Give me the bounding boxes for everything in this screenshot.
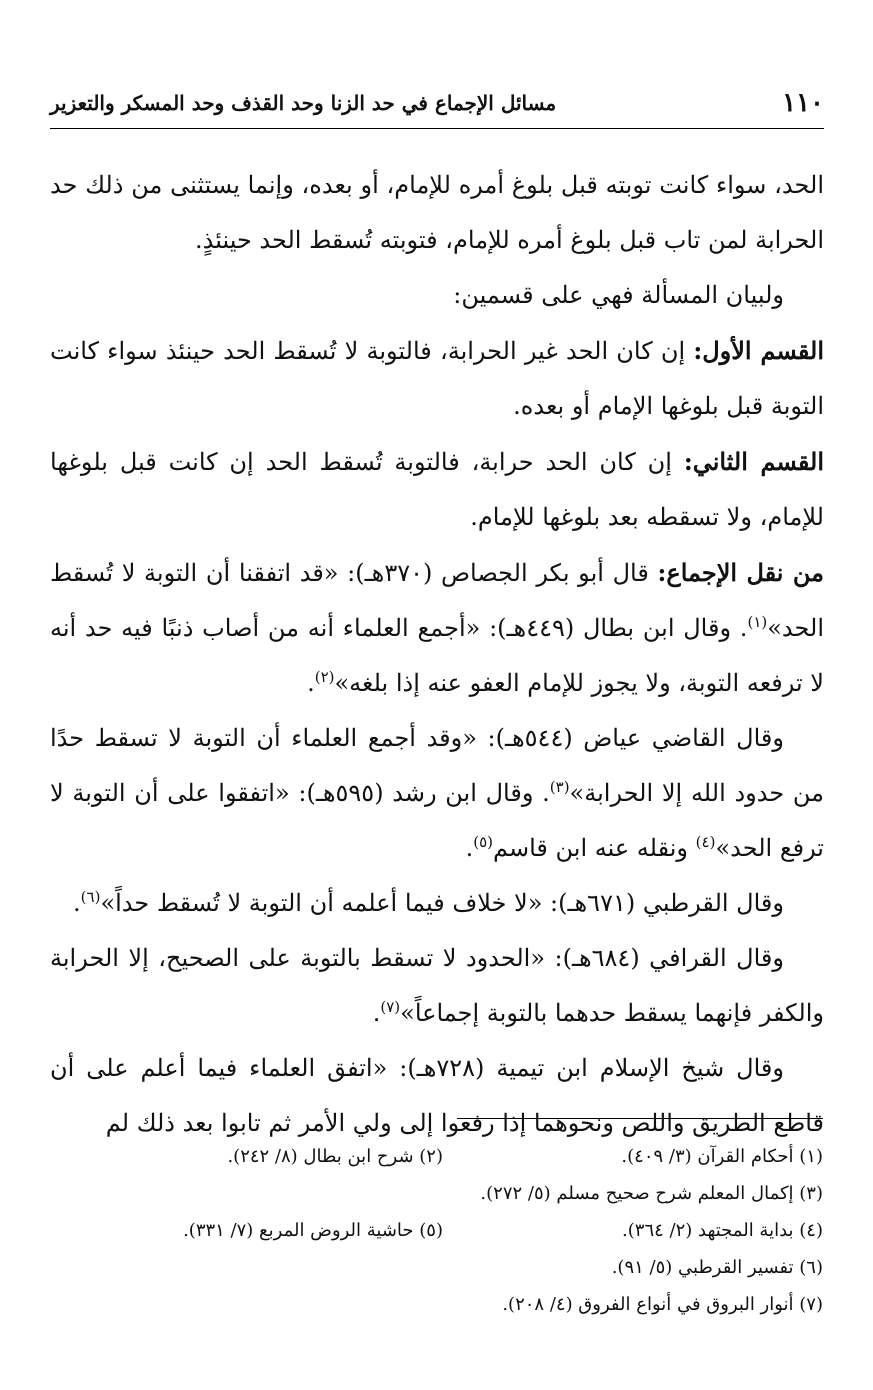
main-text [50, 158, 824, 1151]
paragraph-6-text-c: ونقله عنه ابن قاسم [493, 834, 696, 862]
footnotes [49, 1138, 823, 1323]
page-number: ١١٠ [782, 88, 824, 118]
section-label-second: القسم الثاني: [683, 447, 825, 476]
paragraph-6-text-d: . [465, 834, 474, 862]
footnote-ref-7: (٧) [380, 998, 401, 1016]
footnote-row [49, 1249, 823, 1286]
footnote-4: (٤) بداية المجتهد (٢/ ٣٦٤). [622, 1220, 823, 1241]
running-title: مسائل الإجماع في حد الزنا وحد القذف وحد المسكر والتعزير [50, 91, 557, 115]
paragraph-6-text-a: وقال القاضي عياض (٥٤٤هـ): «وقد أجمع العلماء أن التوبة لا تسقط حدًا من حدود الله إلا الحرابة» [50, 724, 825, 807]
paragraph-5-text-c: . [307, 669, 315, 697]
footnote-ref-6: (٦) [80, 888, 101, 906]
paragraph-7-text-b: . [73, 889, 81, 917]
paragraph-3-text: إن كان الحد غير الحرابة، فالتوبة لا تُسقط الحد حينئذ سواء كانت التوبة قبل بلوغها الإمام أو بعده. [50, 337, 824, 420]
footnote-ref-2: (٢) [314, 668, 335, 686]
footnote-1: (١) أحكام القرآن (٣/ ٤٠٩). [621, 1146, 823, 1167]
paragraph-8-text-b: . [372, 999, 381, 1027]
header-rule [50, 128, 824, 129]
paragraph-8-text-a: وقال القرافي (٦٨٤هـ): «الحدود لا تسقط بالتوبة على الصحيح، إلا الحرابة والكفر فإنهما يسقط حدهما بالتوبة إجماعاً» [50, 944, 824, 1027]
paragraph-4-text: إن كان الحد حرابة، فالتوبة تُسقط الحد إن كانت قبل بلوغها للإمام، ولا تسقطه بعد بلوغها للإمام. [50, 448, 824, 531]
footnote-ref-4: (٤) [695, 833, 716, 851]
page-header [50, 84, 824, 122]
paragraph-3 [50, 323, 824, 434]
paragraph-8 [50, 931, 824, 1041]
paragraph-2: ولبيان المسألة فهي على قسمين: [453, 281, 784, 309]
section-label-first: القسم الأول: [693, 336, 824, 365]
paragraph-5 [50, 545, 824, 711]
footnote-row [49, 1138, 823, 1175]
footnote-ref-5: (٥) [473, 833, 493, 851]
paragraph-9: وقال شيخ الإسلام ابن تيمية (٧٢٨هـ): «اتفق العلماء فيما أعلم على أن قاطع الطريق واللص ونحوهما إذا رفعوا إلى ولي الأمر ثم تابوا بعد ذلك لم [50, 1054, 824, 1137]
paragraph-5-text-a: قال أبو بكر الجصاص (٣٧٠هـ): «قد اتفقنا أن التوبة لا تُسقط الحد» [50, 559, 824, 642]
paragraph-1: الحد، سواء كانت توبته قبل بلوغ أمره للإمام، أو بعده، وإنما يستثنى من ذلك حد الحرابة لمن تاب قبل بلوغ أمره للإمام، فتوبته تُسقط الحد حينئذٍ. [50, 171, 824, 254]
footnote-row [49, 1175, 823, 1212]
paragraph-6-text-b: . وقال ابن رشد (٥٩٥هـ): «اتفقوا على أن التوبة لا ترفع الحد» [50, 779, 824, 862]
footnote-5: (٥) حاشية الروض المربع (٧/ ٣٣١). [183, 1220, 443, 1241]
footnote-ref-1: (١) [747, 613, 768, 631]
footnote-rule [457, 1118, 823, 1119]
footnote-7: (٧) أنوار البروق في أنواع الفروق (٤/ ٢٠٨). [502, 1294, 823, 1315]
consensus-label: من نقل الإجماع: [657, 558, 825, 587]
paragraph-5-text-b: . وقال ابن بطال (٤٤٩هـ): «أجمع العلماء أنه من أصاب ذنبًا فيه حد أنه لا ترفعه التوبة، ولا يجوز للإمام العفو عنه إذا بلغه» [50, 614, 824, 697]
paragraph-7-text-a: وقال القرطبي (٦٧١هـ): «لا خلاف فيما أعلمه أن التوبة لا تُسقط حداً» [100, 889, 784, 917]
footnote-2: (٢) شرح ابن بطال (٨/ ٢٤٢). [227, 1146, 443, 1167]
footnote-row [49, 1286, 823, 1323]
footnote-ref-3: (٣) [549, 778, 570, 796]
paragraph-4 [50, 434, 824, 545]
footnote-6: (٦) تفسير القرطبي (٥/ ٩١). [611, 1257, 823, 1278]
footnote-3: (٣) إكمال المعلم شرح صحيح مسلم (٥/ ٢٧٢). [480, 1183, 823, 1204]
footnote-row [49, 1212, 823, 1249]
paragraph-6 [50, 711, 824, 876]
paragraph-7 [50, 876, 824, 931]
